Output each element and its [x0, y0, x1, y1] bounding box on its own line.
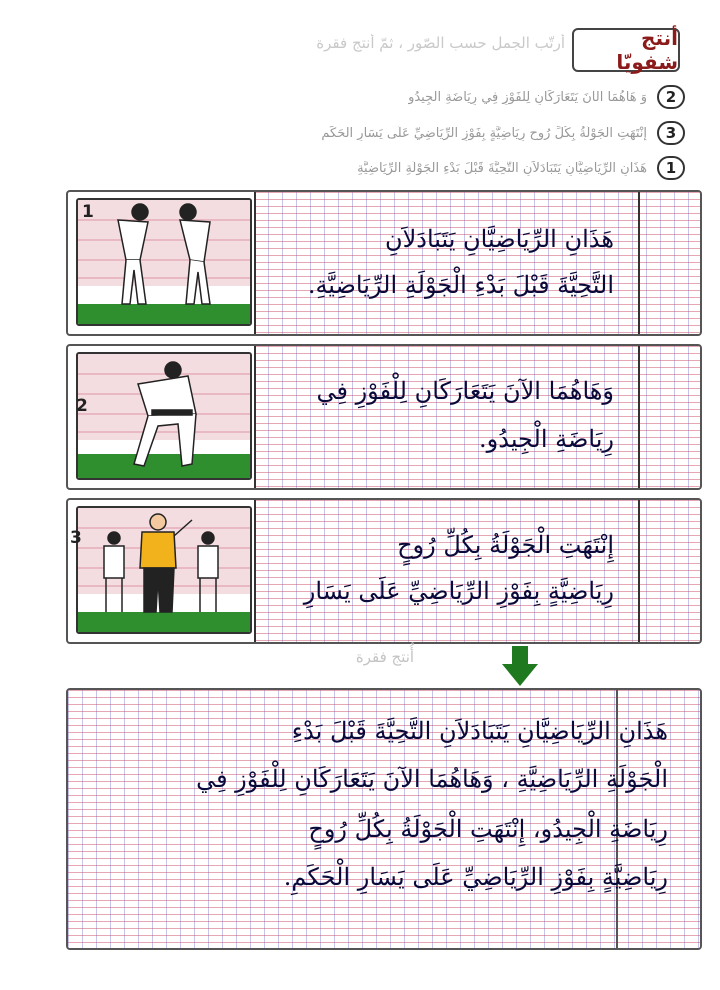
- judo-fight-illustration: [76, 352, 252, 480]
- scene-card-1: [66, 190, 702, 336]
- activity-badge: أنتج شفويّا: [572, 28, 680, 72]
- order-sentence: هَذَانِ الرِّيَاضِيَّانِ يَتَبَادَلاَنِ التَّحِيَّةَ قَبْلَ بَدْءِ الْجَوْلَةِ الرِّيَاضِيَّةِ: [357, 160, 647, 176]
- margin-line: [254, 192, 256, 334]
- margin-line: [638, 192, 640, 334]
- margin-line: [254, 346, 256, 488]
- judo-bow-illustration: [76, 198, 252, 326]
- margin-line: [638, 346, 640, 488]
- picture-number: 2: [76, 396, 88, 416]
- paragraph-line: الْجَوْلَةِ الرِّيَاضِيَّةِ ، وَهَاهُمَا الآنَ يَتَعَارَكَانِ لِلْفَوْزِ فِي: [196, 765, 668, 793]
- picture-number: 1: [82, 202, 94, 222]
- sentence-line: رِيَاضِيَّةٍ بِفَوْزِ الرِّيَاضِيِّ عَلَى يَسَارِ: [303, 577, 614, 605]
- picture-number: 3: [70, 528, 82, 548]
- instruction-text: أرتّب الجمل حسب الصّور ، ثمّ أنتج فقرة: [316, 34, 565, 52]
- sentence-line: إِنْتَهَتِ الْجَوْلَةُ بِكُلِّ رُوحٍ: [397, 531, 614, 559]
- paragraph-line: رِيَاضِيَّةٍ بِفَوْزِ الرِّيَاضِيِّ عَلَى يَسَارِ الْحَكَمِ.: [283, 863, 668, 891]
- sentence-line: هَذَانِ الرِّيَاضِيَّانِ يَتَبَادَلاَنِ: [384, 225, 614, 253]
- order-sentence: وَ هَاهُمَا الآنَ يَتَعَارَكَانِ لِلْفَوْزِ فِي رِيَاضَةِ الْجِيدُو: [408, 89, 647, 105]
- order-row-2: [140, 84, 685, 110]
- sentence-line: وَهَاهُمَا الآنَ يَتَعَارَكَانِ لِلْفَوْزِ فِي: [316, 377, 614, 405]
- sentence-line: رِيَاضَةِ الْجِيدُو.: [479, 425, 614, 453]
- referee-result-illustration: [76, 506, 252, 634]
- sentence-line: التَّحِيَّةَ قَبْلَ بَدْءِ الْجَوْلَةِ الرِّيَاضِيَّةِ.: [307, 271, 614, 299]
- paragraph-card: [66, 688, 702, 950]
- paragraph-line: رِيَاضَةِ الْجِيدُو، إِنْتَهَتِ الْجَوْلَةُ بِكُلِّ رُوحٍ: [308, 815, 668, 843]
- paragraph-line: هَذَانِ الرِّيَاضِيَّانِ يَتَبَادَلاَنِ التَّحِيَّةَ قَبْلَ بَدْءِ: [291, 717, 668, 745]
- margin-line: [638, 500, 640, 642]
- scene-card-2: [66, 344, 702, 490]
- order-row-3: [140, 120, 685, 146]
- order-row-1: [140, 155, 685, 181]
- order-number: 3: [657, 121, 685, 145]
- arrow-down-icon: [500, 646, 540, 688]
- order-number: 1: [657, 156, 685, 180]
- scene-card-3: [66, 498, 702, 644]
- order-number: 2: [657, 85, 685, 109]
- section-title: أُنتج فقرة: [355, 648, 415, 666]
- order-sentence: إِنْتَهَتِ الْجَوْلَةُ بِكُلِّ رُوحٍ رِيَاضِيَّةٍ بِفَوْزِ الرِّيَاضِيِّ عَلَى يَسَارِ الْحَكَمِ: [321, 125, 647, 141]
- margin-line: [254, 500, 256, 642]
